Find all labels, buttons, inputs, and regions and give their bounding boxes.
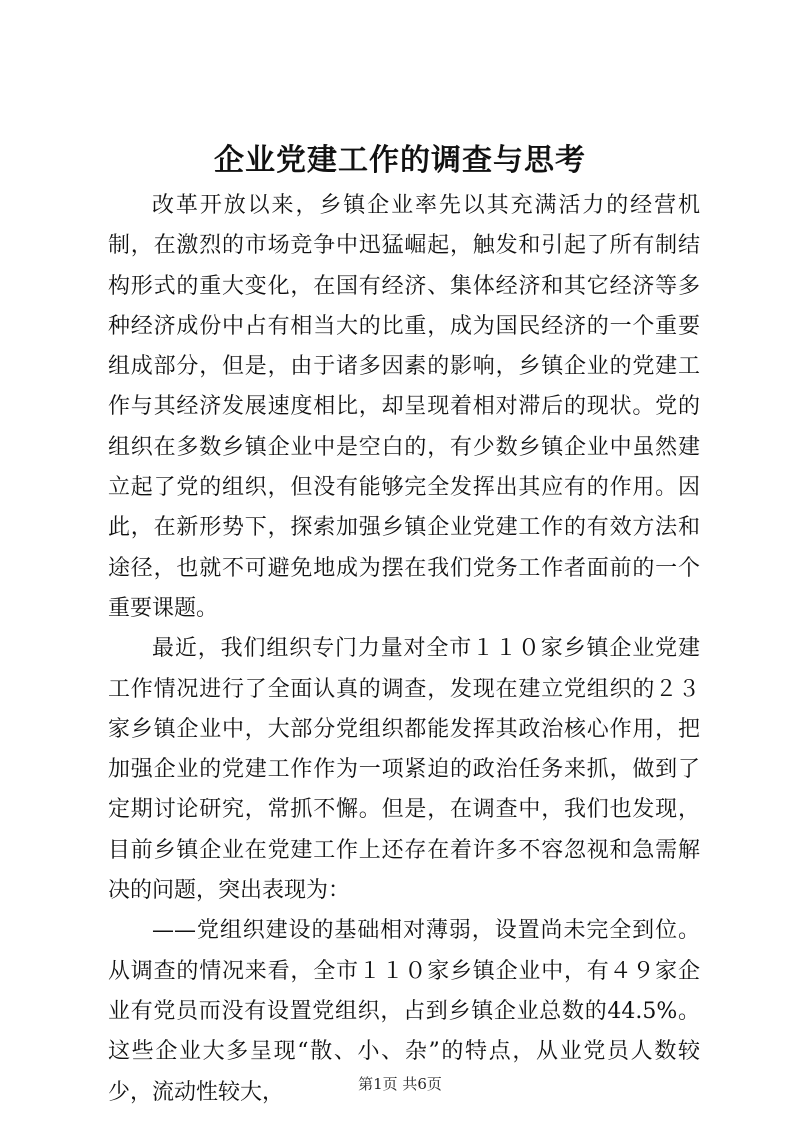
paragraph-survey: 最近，我们组织专门力量对全市１１０家乡镇企业党建工作情况进行了全面认真的调查，发现在建立党组织的２３家乡镇企业中，大部分党组织都能发挥其政治核心作用，把加强企业的党建工作作为一项紧迫的政治任务来抓，做到了定期讨论研究，常抓不懈。但是，在调查中，我们也发现，目前乡镇企业在党建工作上还存在着许多不容忽视和急需解决的问题，突出表现为： <box>108 636 700 904</box>
document-title: 企业党建工作的调查与思考 <box>214 143 586 178</box>
page-footer: 第1页 共6页 <box>358 1075 442 1093</box>
document-body <box>108 186 700 1113</box>
paragraph-intro: 改革开放以来，乡镇企业率先以其充满活力的经营机制，在激烈的市场竞争中迅猛崛起，触发和引起了所有制结构形式的重大变化，在国有经济、集体经济和其它经济等多种经济成份中占有相当大的比重，成为国民经济的一个重要组成部分，但是，由于诸多因素的影响，乡镇企业的党建工作与其经济发展速度相比，却呈现着相对滞后的现状。党的组织在多数乡镇企业中是空白的，有少数乡镇企业中虽然建立起了党的组织，但没有能够完全发挥出其应有的作用。因此，在新形势下，探索加强乡镇企业党建工作的有效方法和途径，也就不可避免地成为摆在我们党务工作者面前的一个重要课题。 <box>108 193 700 621</box>
paragraph-issue-1: ——党组织建设的基础相对薄弱，设置尚未完全到位。从调查的情况来看，全市１１０家乡镇企业中，有４９家企业有党员而没有设置党组织，占到乡镇企业总数的44.5%。这些企业大多呈现“散、小、杂”的特点，从业党员人数较少，流动性较大， <box>108 918 700 1105</box>
